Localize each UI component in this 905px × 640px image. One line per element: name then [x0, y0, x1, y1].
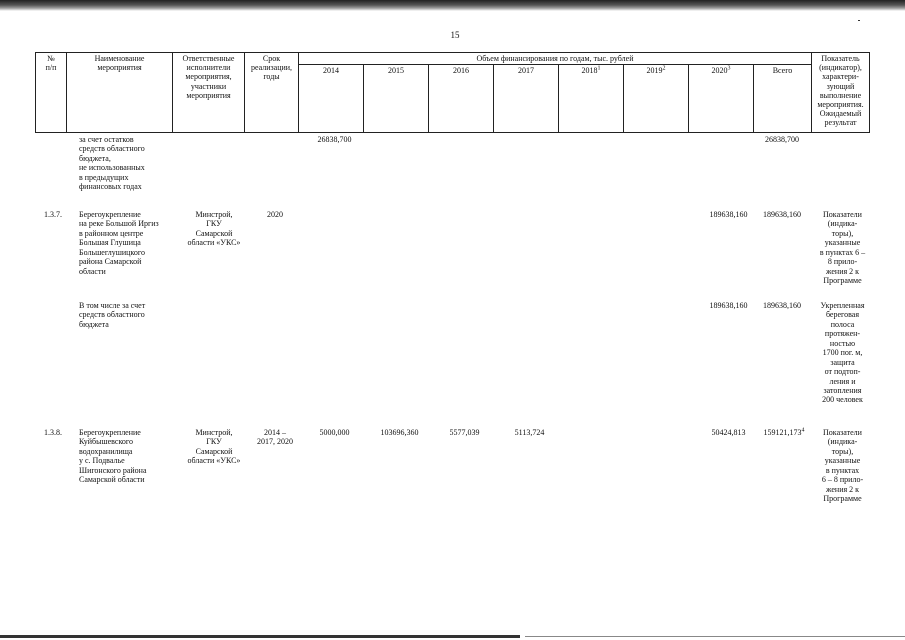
row-value-2014: 5000,000: [319, 428, 350, 437]
header-period: Срок реализации, годы: [245, 53, 299, 133]
row-name: В том числе за счет средств областного бюджета: [79, 301, 146, 329]
row-value-2017: 5113,724: [514, 428, 545, 437]
footnote-mark: 3: [727, 65, 731, 72]
header-total: Всего: [754, 65, 812, 133]
row-indicator: Показатели (индика- торы), указанные в пунктах 6 – 8 прило- жения 2 к Программе: [821, 428, 864, 504]
header-year: 2017: [494, 65, 559, 133]
row-period: 2020: [267, 210, 283, 219]
row-total: 26838,700: [765, 135, 799, 144]
row-name: за счет остатков средств областного бюджета, не использованных в предыдущих финансовых годах: [79, 135, 145, 192]
row-period: 2014 – 2017, 2020: [257, 428, 293, 447]
row-executors: Минстрой, ГКУ Самарской области «УКС»: [187, 210, 241, 248]
row-value-2020: 189638,160: [709, 210, 748, 219]
header-year: 2019$^2$: [624, 65, 689, 133]
row-value-2020: 189638,160: [709, 301, 748, 310]
header-year: 2016: [429, 65, 494, 133]
row-value-2016: 5577,039: [449, 428, 480, 437]
row-total: 189638,160: [763, 301, 801, 310]
page-number: 15: [450, 30, 460, 40]
header-year: 2015: [364, 65, 429, 133]
header-year: 2020$^3$: [689, 65, 754, 133]
header-year: 2014: [299, 65, 364, 133]
header-name: Наименование мероприятия: [67, 53, 173, 133]
scan-edge-bottom: [0, 635, 520, 638]
header-year: 2018$^1$: [559, 65, 624, 133]
row-indicator: Укрепленная береговая полоса протяжен- ностью 1700 пог. м, защита от подтоп- ления и затопления 200 человек: [820, 301, 865, 405]
footnote-mark: 4: [801, 427, 805, 434]
header-executors: Ответственные исполнители мероприятия, участники мероприятия: [173, 53, 245, 133]
header-financing: Объем финансирования по годам, тыс. рублей: [299, 53, 812, 65]
footnote-mark: 2: [662, 65, 666, 72]
row-name: Берегоукрепление на реке Большой Иргиз в районном центре Большая Глушица Большеглушицкого района Самарской области: [79, 210, 159, 276]
scan-edge-bottom-thin: [525, 636, 905, 637]
scan-edge-top: [0, 0, 905, 11]
row-num: 1.3.7.: [44, 210, 62, 219]
row-name: Берегоукрепление Куйбышевского водохранилища у с. Подвалье Шигонского района Самарской области: [79, 428, 147, 485]
footnote-mark: 1: [597, 65, 601, 72]
header-indicator: Показатель (индикатор), характери- зующий выполнение мероприятия. Ожидаемый результат: [812, 53, 870, 133]
row-num: 1.3.8.: [44, 428, 62, 437]
row-executors: Минстрой, ГКУ Самарской области «УКС»: [187, 428, 241, 466]
row-value-2015: 103696,360: [380, 428, 419, 437]
row-total: 159121,173$^4$: [763, 427, 805, 437]
row-value-2020: 50424,813: [711, 428, 746, 437]
scan-speck: [858, 20, 860, 21]
row-total: 189638,160: [763, 210, 801, 219]
row-value-2014: 26838,700: [317, 135, 352, 144]
row-indicator: Показатели (индика- торы), указанные в пунктах 6 – 8 прило- жения 2 к Программе: [819, 210, 866, 286]
financing-table-header: [35, 52, 870, 133]
header-num: № п/п: [36, 53, 67, 133]
